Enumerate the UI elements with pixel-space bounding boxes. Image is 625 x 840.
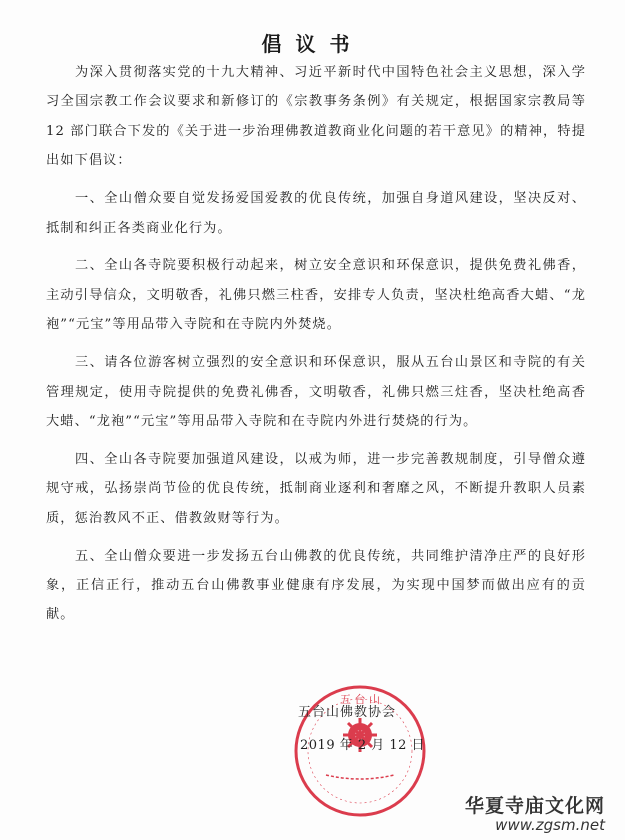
proposal-item-5: 五、全山僧众要进一步发扬五台山佛教的优良传统，共同维护清净庄严的良好形象，正信正行，推动五台山佛教事业健康有序发展，为实现中国梦而做出应有的贡献。 [46,548,586,623]
document-body [46,58,586,638]
signature-date: 2019 年 2 月 12 日 [300,738,426,753]
document-title: 倡议书 [261,32,364,56]
watermark-site-name: 华夏寺庙文化网 [464,795,605,817]
watermark-url: www.zgsm.net [495,816,605,834]
proposal-item-2: 二、全山各寺院要积极行动起来，树立安全意识和环保意识，提供免费礼佛香，主动引导信众，文明敬香，礼佛只燃三柱香，安排专人负责，坚决杜绝高香大蜡、“龙袍”“元宝”等用品带入寺院和在寺院内外焚烧。 [46,258,586,333]
signature-organization: 五台山佛教协会 [298,705,397,720]
proposal-item-4: 四、全山各寺院要加强道风建设，以戒为师，进一步完善教规制度，引导僧众遵规守戒，弘扬崇尚节俭的优良传统，抵制商业逐利和奢靡之风，不断提升教职人员素质，惩治教风不正、借教敛财等行为。 [46,451,586,526]
proposal-item-3: 三、请各位游客树立强烈的安全意识和环保意识，服从五台山景区和寺院的有关管理规定，使用寺院提供的免费礼佛香，文明敬香，礼佛只燃三炷香，坚决杜绝高香大蜡、“龙袍”“元宝”等用品带入寺院和在寺院内外进行焚烧的行为。 [46,355,586,429]
watermark [465,791,605,834]
proposal-item-1: 一、全山僧众要自觉发扬爱国爱教的优良传统，加强自身道风建设，坚决反对、抵制和纠正各类商业化行为。 [46,191,586,236]
svg-text:五 台 山: 五 台 山 [340,693,380,706]
intro-paragraph: 为深入贯彻落实党的十九大精神、习近平新时代中国特色社会主义思想，深入学习全国宗教工作会议要求和新修订的《宗教事务条例》有关规定，根据国家宗教局等 12 部门联合下发的《关于进一步治理佛教道教商业化问题的若干意见》的精神，特提出如下倡议： [46,65,586,169]
